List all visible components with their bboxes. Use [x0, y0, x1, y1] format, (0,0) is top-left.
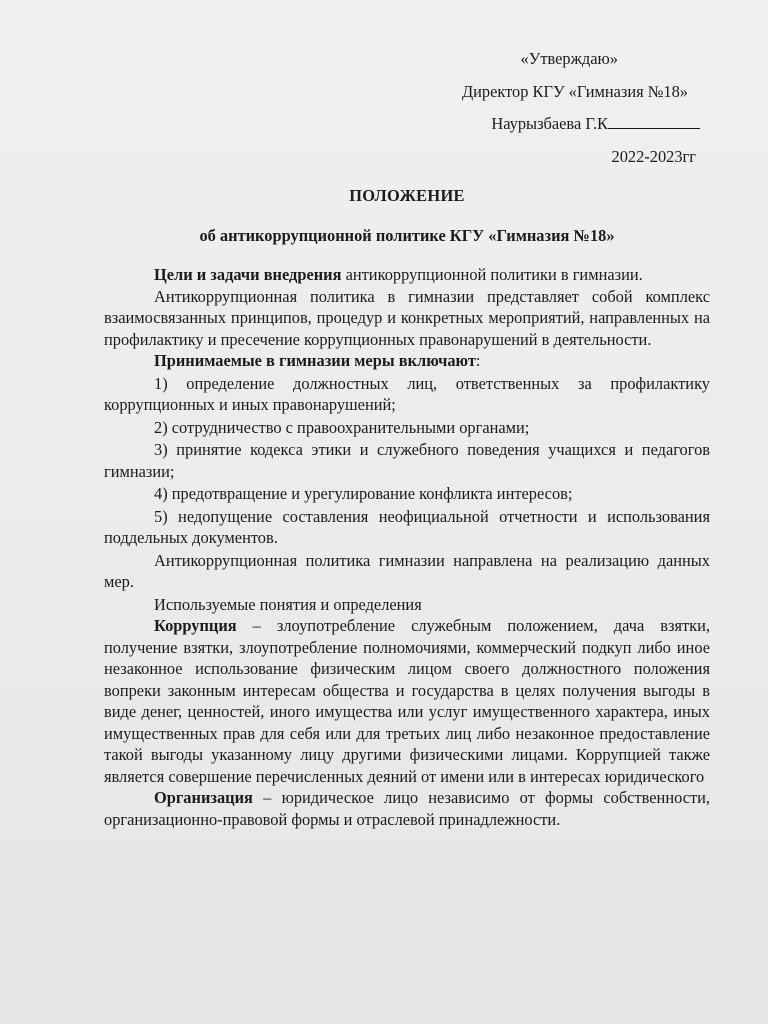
corruption-definition [104, 615, 710, 787]
measures-heading [104, 350, 710, 372]
director-line: Директор КГУ «Гимназия №18» [461, 81, 688, 101]
measure-item: 1) определение должностных лиц, ответственных за профилактику коррупционных и иных правонарушений; [104, 373, 710, 414]
organization-term: Организация [154, 788, 253, 807]
policy-definition-paragraph: Антикоррупционная политика в гимназии представляет собой комплекс взаимосвязанных принципов, процедур и конкретных мероприятий, направленных на профилактику и пресечение коррупционных правонарушений в деятельности. [104, 286, 710, 349]
definitions-heading: Используемые понятия и определения [154, 594, 422, 614]
document-subtitle: об антикоррупционной политике КГУ «Гимназия №18» [199, 225, 615, 245]
measure-item: 5) недопущение составления неофициальной отчетности и использования поддельных документов. [104, 506, 710, 547]
corruption-text: – злоупотребление служебным положением, дача взятки, получение взятки, злоупотребление полномочиями, коммерческий подкуп либо иное незаконное использование физическим лицом своего должностного положения вопреки законным интересам общества и государства в целях получения выгоды в виде денег, ценностей, иного имущества или услуг имущественного характера, иных имущественных прав для себя или для третьих лиц либо незаконное предоставление такой выгоды указанному лицу другими физическими лицами. Коррупцией также является совершение перечисленных деяний от имени или в интересах юридического [104, 616, 710, 786]
measure-item: 3) принятие кодекса этики и служебного поведения учащихся и педагогов гимназии; [104, 440, 710, 481]
measures-heading-bold: Принимаемые в гимназии меры включают [154, 351, 476, 370]
goals-heading [104, 264, 710, 286]
document-page [104, 48, 710, 830]
signature-line [104, 113, 710, 135]
corruption-term: Коррупция [154, 616, 237, 635]
goals-heading-bold: Цели и задачи внедрения [154, 265, 342, 284]
measure-item: 2) сотрудничество с правоохранительными органами; [154, 417, 530, 437]
document-title: ПОЛОЖЕНИЕ [349, 186, 465, 205]
measures-heading-rest: : [475, 351, 481, 370]
organization-definition [104, 787, 710, 830]
approval-stamp-line: «Утверждаю» [520, 49, 618, 68]
director-name: Наурызбаева Г.К [491, 114, 608, 133]
measures-closing-paragraph: Антикоррупционная политика гимназии направлена на реализацию данных мер. [104, 550, 710, 591]
goals-heading-rest: антикоррупционной политики в гимназии. [341, 265, 643, 284]
measure-item: 4) предотвращение и урегулирование конфликта интересов; [154, 484, 573, 503]
organization-text: – юридическое лицо независимо от формы собственности, организационно-правовой формы и отраслевой принадлежности. [104, 788, 710, 829]
signature-blank [608, 114, 700, 129]
academic-year: 2022-2023гг [611, 146, 696, 166]
